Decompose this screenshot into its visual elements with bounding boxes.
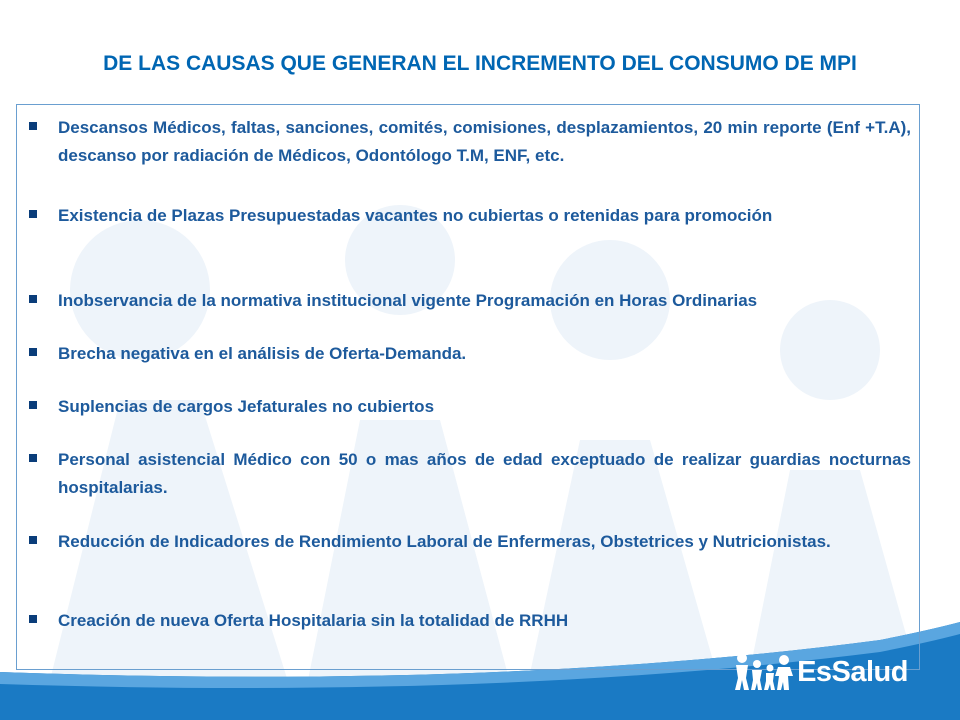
bullet-marker bbox=[29, 401, 37, 409]
logo-text: EsSalud bbox=[797, 655, 908, 688]
bullet-text: Suplencias de cargos Jefaturales no cubiertos bbox=[58, 397, 435, 416]
list-item bbox=[29, 114, 911, 170]
bullet-text: Inobservancia de la normativa institucional vigente Programación en Horas Ordinarias bbox=[58, 291, 758, 310]
bullet-text: Creación de nueva Oferta Hospitalaria sin la totalidad de RRHH bbox=[58, 611, 569, 630]
content-box bbox=[16, 104, 920, 670]
bullet-marker bbox=[29, 210, 37, 218]
list-item bbox=[29, 393, 911, 421]
bullet-text: Personal asistencial Médico con 50 o mas años de edad exceptuado de realizar guardias nocturnas hospitalarias. bbox=[58, 450, 911, 497]
list-item bbox=[29, 202, 911, 230]
bullet-text: Reducción de Indicadores de Rendimiento Laboral de Enfermeras, Obstetrices y Nutricionistas. bbox=[58, 532, 831, 551]
bullet-marker bbox=[29, 348, 37, 356]
bullet-marker bbox=[29, 536, 37, 544]
bullet-marker bbox=[29, 295, 37, 303]
bullet-marker bbox=[29, 615, 37, 623]
list-item bbox=[29, 607, 911, 635]
bullet-text: Brecha negativa en el análisis de Oferta-Demanda. bbox=[58, 344, 467, 363]
essalud-logo bbox=[733, 652, 908, 692]
bullet-text: Existencia de Plazas Presupuestadas vacantes no cubiertas o retenidas para promoción bbox=[58, 206, 773, 225]
family-figures-icon bbox=[733, 652, 795, 692]
list-item bbox=[29, 446, 911, 502]
list-item bbox=[29, 528, 911, 556]
bullet-text: Descansos Médicos, faltas, sanciones, comités, comisiones, desplazamientos, 20 min reporte (Enf +T.A), descanso por radiación de Médicos, Odontólogo T.M, ENF, etc. bbox=[58, 118, 911, 165]
slide-title: DE LAS CAUSAS QUE GENERAN EL INCREMENTO DEL CONSUMO DE MPI bbox=[103, 52, 857, 75]
list-item bbox=[29, 287, 911, 315]
list-item bbox=[29, 340, 911, 368]
bullet-marker bbox=[29, 454, 37, 462]
bullet-marker bbox=[29, 122, 37, 130]
